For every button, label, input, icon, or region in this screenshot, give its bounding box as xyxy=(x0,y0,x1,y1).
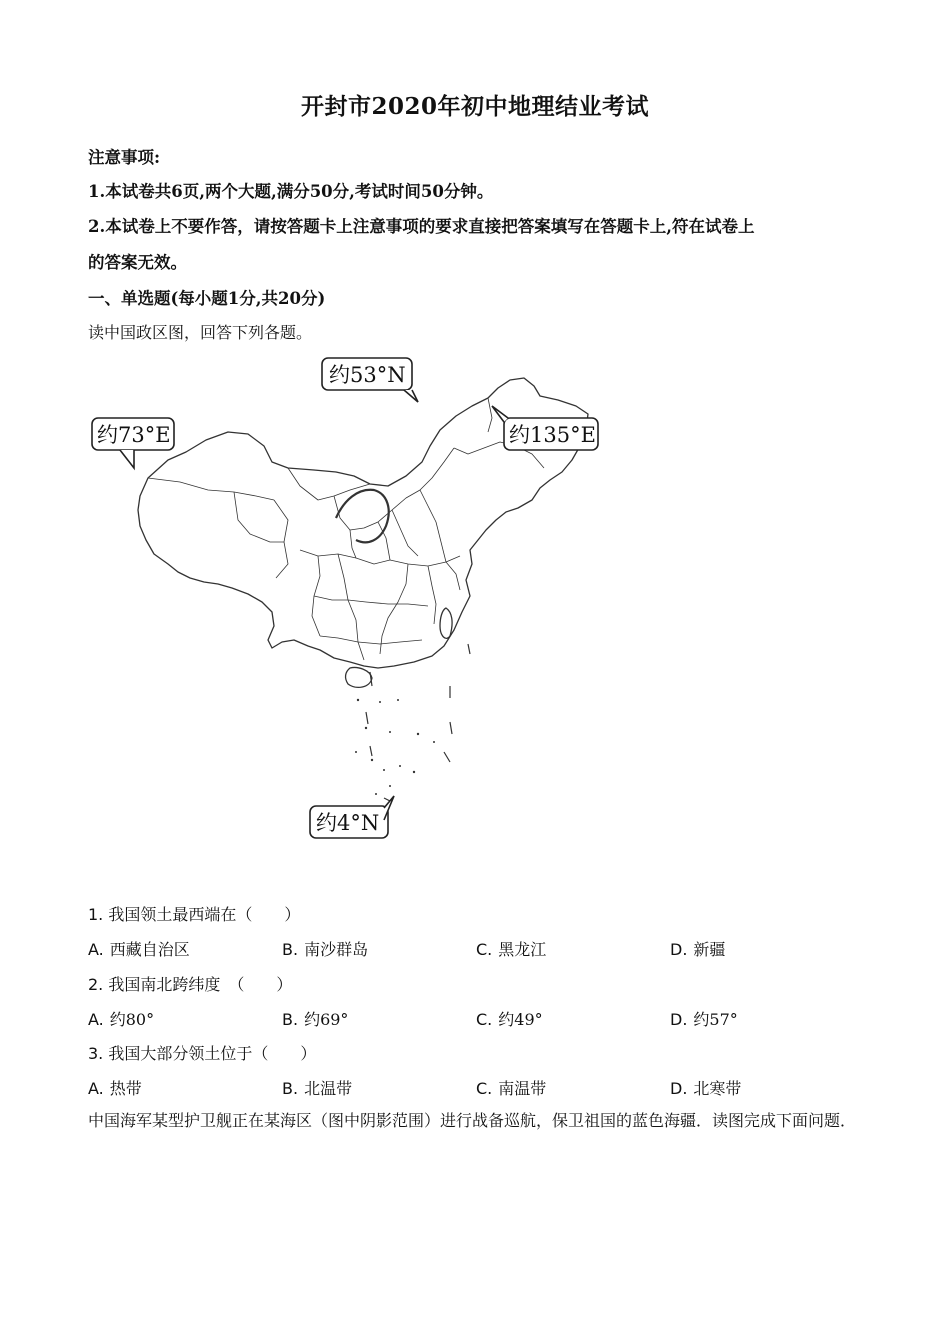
question-3 xyxy=(88,1041,316,1064)
q2-option-d xyxy=(670,1007,738,1030)
question-1-text: 我国领土最西端在（ ） xyxy=(108,905,301,924)
q2-option-b-text: 约69° xyxy=(304,1010,349,1029)
q1-option-b-text: 南沙群岛 xyxy=(304,940,369,959)
q3-option-d xyxy=(670,1076,741,1099)
q1-option-b xyxy=(282,937,368,960)
notice-item-2-line-1: 2.本试卷上不要作答，请按答题卡上注意事项的要求直接把答案填写在答题卡上,符在试卷上 xyxy=(88,217,755,236)
q3-option-c xyxy=(476,1076,546,1099)
section-heading: 一、单选题(每小题1分,共20分) xyxy=(88,289,326,308)
question-1 xyxy=(88,902,300,925)
label-north: 约53°N xyxy=(329,363,406,387)
q3-option-b-letter: B. xyxy=(282,1079,299,1098)
question-3-text: 我国大部分领土位于（ ） xyxy=(108,1044,317,1063)
q1-option-c xyxy=(476,937,546,960)
question-2 xyxy=(88,972,292,995)
q1-option-d-letter: D. xyxy=(670,940,688,959)
label-east: 约135°E xyxy=(509,423,596,447)
q3-option-a xyxy=(88,1076,142,1099)
callout-west xyxy=(92,418,174,468)
question-2-text: 我国南北跨纬度 （ ） xyxy=(108,975,293,994)
q2-option-d-letter: D. xyxy=(670,1010,688,1029)
q3-option-c-letter: C. xyxy=(476,1079,493,1098)
closing-paragraph: 中国海军某型护卫舰正在某海区（图中阴影范围）进行战备巡航，保卫祖国的蓝色海疆．读图完成下面问题． xyxy=(88,1111,857,1130)
q1-option-d-text: 新疆 xyxy=(693,940,726,959)
q3-option-c-text: 南温带 xyxy=(498,1079,547,1098)
callout-north xyxy=(322,358,418,402)
notice-item-1: 1.本试卷共6页,两个大题,满分50分,考试时间50分钟。 xyxy=(88,182,494,201)
q1-option-d xyxy=(670,937,725,960)
section-intro: 读中国政区图，回答下列各题。 xyxy=(88,323,313,342)
q3-option-a-letter: A. xyxy=(88,1079,104,1098)
question-2-number: 2. xyxy=(88,975,104,994)
south-sea-islands xyxy=(355,699,435,795)
q1-option-b-letter: B. xyxy=(282,940,299,959)
q3-option-d-text: 北寒带 xyxy=(693,1079,742,1098)
label-south: 约4°N xyxy=(316,811,380,835)
q2-option-a-letter: A. xyxy=(88,1010,104,1029)
q2-option-b-letter: B. xyxy=(282,1010,299,1029)
q2-option-c-text: 约49° xyxy=(498,1010,543,1029)
q2-option-c-letter: C. xyxy=(476,1010,493,1029)
exam-title: 开封市2020年初中地理结业考试 xyxy=(300,93,649,120)
q1-option-c-text: 黑龙江 xyxy=(498,940,547,959)
q2-option-a xyxy=(88,1007,154,1030)
notice-item-2-line-2: 的答案无效。 xyxy=(88,253,187,272)
q1-option-a xyxy=(88,937,190,960)
q3-option-a-text: 热带 xyxy=(109,1079,142,1098)
q2-option-a-text: 约80° xyxy=(109,1010,155,1029)
question-1-number: 1. xyxy=(88,905,104,924)
q1-option-c-letter: C. xyxy=(476,940,493,959)
q2-option-b xyxy=(282,1007,348,1030)
notice-heading: 注意事项: xyxy=(88,148,161,167)
china-political-map xyxy=(88,350,618,840)
q3-option-b-text: 北温带 xyxy=(304,1079,353,1098)
q1-option-a-text: 西藏自治区 xyxy=(109,940,190,959)
q2-option-c xyxy=(476,1007,543,1030)
q1-option-a-letter: A. xyxy=(88,940,104,959)
q3-option-d-letter: D. xyxy=(670,1079,688,1098)
callout-south xyxy=(310,796,394,838)
callout-east xyxy=(492,406,598,450)
q2-option-d-text: 约57° xyxy=(693,1010,738,1029)
label-west: 约73°E xyxy=(97,423,171,447)
question-3-number: 3. xyxy=(88,1044,104,1063)
q3-option-b xyxy=(282,1076,352,1099)
